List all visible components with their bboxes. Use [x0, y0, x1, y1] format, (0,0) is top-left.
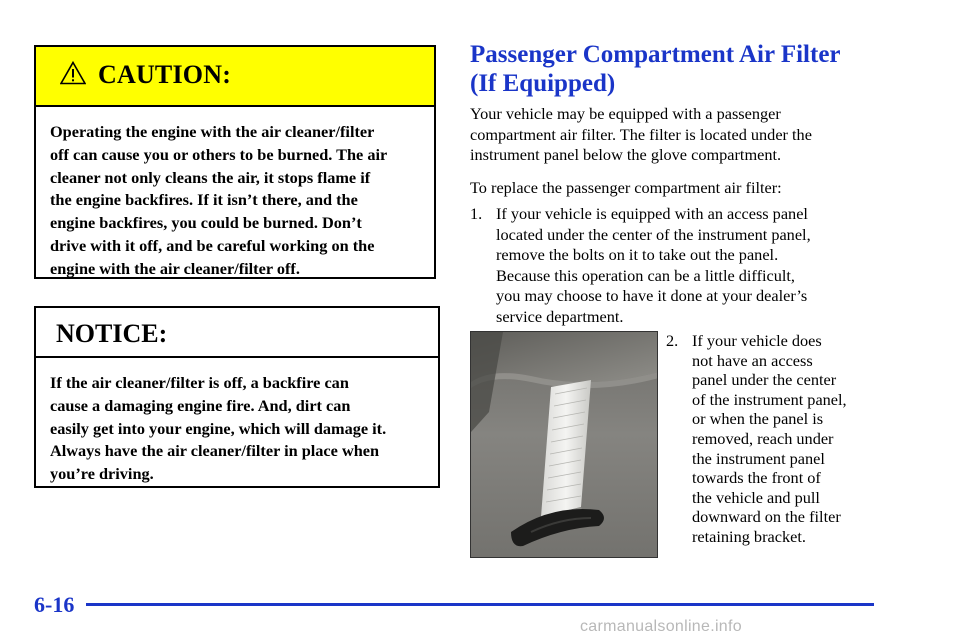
step-number: 2. [666, 331, 679, 350]
step-item [470, 204, 940, 324]
watermark: carmanualsonline.info [580, 618, 742, 635]
intro-paragraph: Your vehicle may be equipped with a passenger compartment air filter. The filter is located under the instrument panel below the glove compartment. [470, 104, 812, 164]
page-number: 6-16 [34, 592, 75, 617]
warning-triangle-icon [60, 61, 86, 85]
caution-title: CAUTION: [98, 60, 232, 89]
filter-photo [470, 331, 658, 558]
caution-text: Operating the engine with the air cleaner/filter off can cause you or others to be burned. The air cleaner not only cleans the air, it stops flame if the engine backfires. If it isn’t there, and the engine backfires, you could be burned. Don’t drive with it off, and be careful working on the engine with the air cleaner/filter off. [50, 122, 388, 278]
footer-rule [86, 603, 874, 606]
caution-box [34, 45, 436, 279]
instructions-lead: To replace the passenger compartment air filter: [470, 178, 782, 197]
section-heading: Passenger Compartment Air Filter (If Equipped) [470, 41, 841, 97]
notice-title: NOTICE: [56, 319, 168, 348]
notice-box [34, 306, 440, 488]
step-item [666, 331, 926, 561]
step-text: If your vehicle does not have an access panel under the center of the instrument panel, or when the panel is removed, reach under the instrument panel towards the front of the vehicle and pull downward on the filter retaining bracket. [692, 331, 847, 546]
notice-text: If the air cleaner/filter is off, a backfire can cause a damaging engine fire. And, dirt can easily get into your engine, which will damage it. Always have the air cleaner/filter in place when you’re driving. [50, 373, 387, 484]
air-filter-image [471, 332, 658, 558]
step-text: If your vehicle is equipped with an access panel located under the center of the instrument panel, remove the bolts on it to take out the panel. Because this operation can be a little difficult, you may choose to have it done at your dealer’s service department. [496, 204, 811, 326]
caution-header [36, 47, 434, 107]
notice-header [36, 308, 438, 358]
step-number: 1. [470, 204, 483, 223]
